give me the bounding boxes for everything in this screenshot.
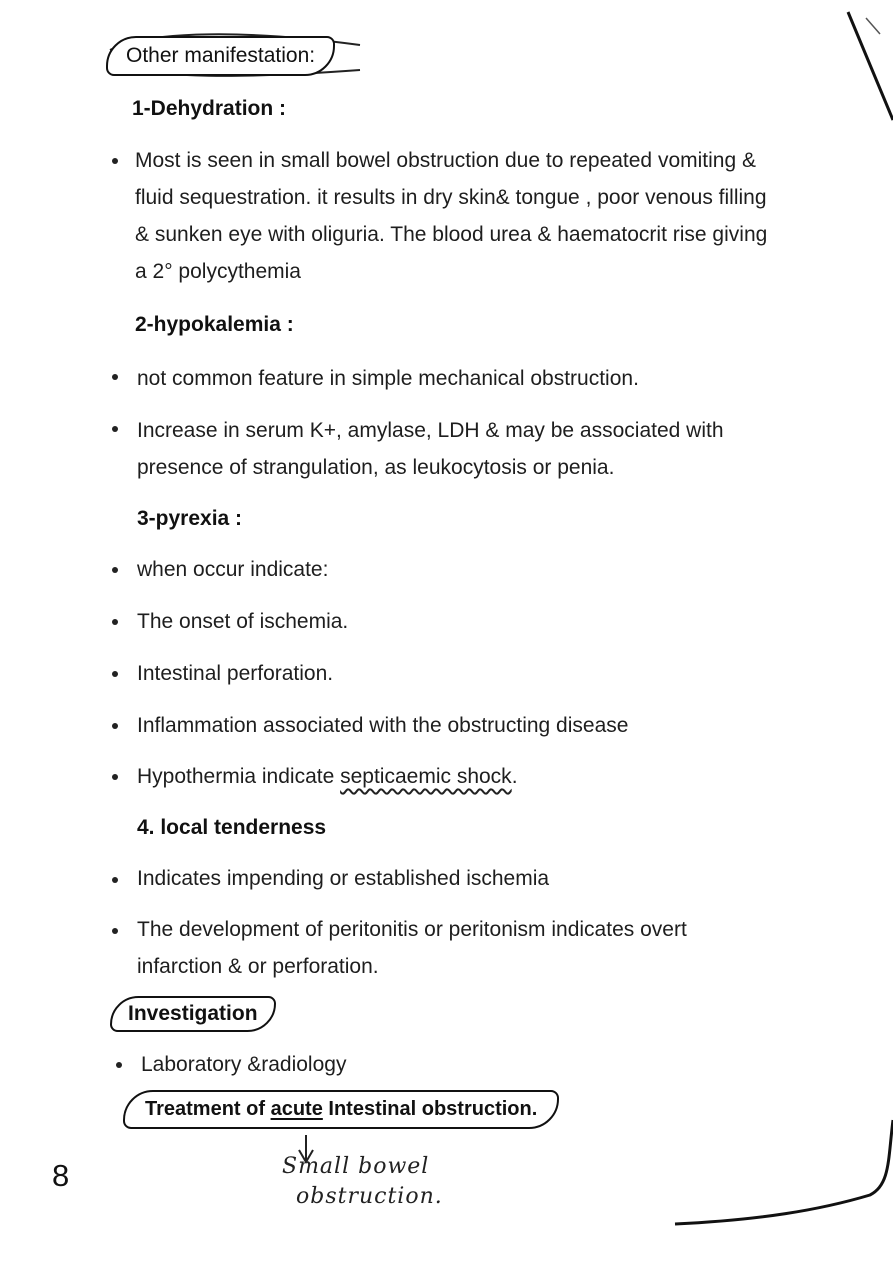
treatment-prefix: Treatment of xyxy=(145,1098,271,1120)
pyrexia-point-2: The onset of ischemia. xyxy=(137,610,349,633)
handwritten-note xyxy=(282,1152,502,1212)
treatment-suffix: Intestinal obstruction. xyxy=(322,1098,538,1120)
pyrexia-point-4: Inflammation associated with the obstructing disease xyxy=(137,714,629,737)
hypothermia-suffix: . xyxy=(511,765,518,788)
section-dehydration: 1-Dehydration : xyxy=(132,97,287,120)
section-local-tenderness: 4. local tenderness xyxy=(137,816,327,839)
hypokalemia-point-2: Increase in serum K+, amylase, LDH & may be associated with presence of strangulation, as leukocytosis or penia. xyxy=(137,419,724,479)
hypokalemia-point-1: not common feature in simple mechanical obstruction. xyxy=(137,367,639,390)
section-hypokalemia: 2-hypokalemia : xyxy=(135,313,294,336)
tenderness-point-2: The development of peritonitis or peritonism indicates overt infarction & or perforation. xyxy=(137,918,687,978)
tenderness-point-1: Indicates impending or established ischemia xyxy=(137,867,550,890)
investigation-text: Investigation xyxy=(128,1002,258,1025)
page-number: 8 xyxy=(52,1158,70,1193)
hypothermia-term: septicaemic shock xyxy=(340,765,512,788)
handwritten-note-line-1: Small bowel xyxy=(282,1154,430,1179)
treatment-acute: acute xyxy=(270,1098,323,1120)
investigation-point-1: Laboratory &radiology xyxy=(141,1053,347,1076)
handwritten-note-line-2: obstruction. xyxy=(296,1184,443,1209)
pyrexia-point-3: Intestinal perforation. xyxy=(137,662,334,685)
other-manifestation-text: Other manifestation: xyxy=(126,44,316,67)
pyrexia-point-1: when occur indicate: xyxy=(137,558,329,581)
dehydration-point-1: Most is seen in small bowel obstruction due to repeated vomiting & fluid sequestration. it results in dry skin& tongue , poor venous filling & sunken eye with oliguria. The blood urea & haematocrit rise giving a 2° polycythemia xyxy=(135,149,768,283)
hypothermia-prefix: Hypothermia indicate xyxy=(137,765,341,788)
section-pyrexia: 3-pyrexia : xyxy=(137,507,243,530)
